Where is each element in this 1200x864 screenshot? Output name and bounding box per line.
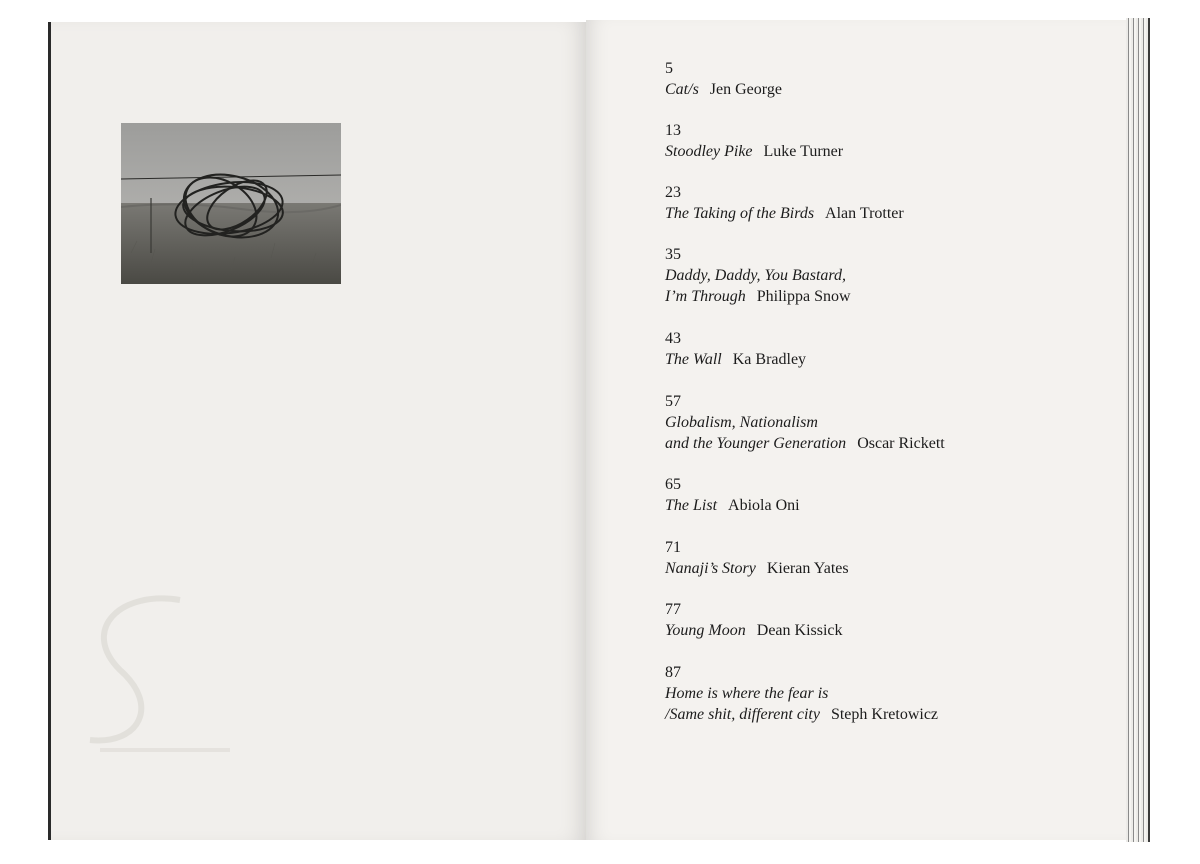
entry-title: Nanaji’s Story — [665, 560, 756, 577]
barbed-wire-photo — [121, 123, 341, 284]
title-line — [665, 349, 1105, 370]
entry-title: The List — [665, 497, 718, 514]
entry-author: Steph Kretowicz — [830, 706, 939, 723]
entry-author: Jen George — [709, 81, 782, 98]
entry-author: Oscar Rickett — [857, 435, 945, 452]
entry-title: I’m Through — [665, 288, 746, 305]
entry-title: Young Moon — [665, 622, 746, 639]
page-number: 43 — [665, 330, 681, 347]
toc-entry[interactable] — [665, 537, 1105, 579]
page-number: 13 — [665, 122, 681, 139]
toc-entry[interactable] — [665, 182, 1105, 224]
toc-entry[interactable] — [665, 391, 1105, 454]
entry-title-line-1: Home is where the fear is — [665, 685, 829, 702]
toc-entry[interactable] — [665, 599, 1105, 641]
page-number: 77 — [665, 601, 681, 618]
page-number: 23 — [665, 184, 681, 201]
entry-author: Luke Turner — [763, 143, 844, 160]
toc-entry[interactable] — [665, 474, 1105, 516]
page-number: 65 — [665, 476, 681, 493]
entry-author: Philippa Snow — [756, 288, 851, 305]
entry-author: Abiola Oni — [728, 497, 800, 514]
toc-entry[interactable] — [665, 662, 1105, 725]
entry-title-line-1: Daddy, Daddy, You Bastard, — [665, 267, 847, 284]
title-line — [665, 79, 1105, 100]
page-edges — [1126, 18, 1150, 842]
page-number: 71 — [665, 539, 681, 556]
title-line — [665, 620, 1105, 641]
entry-author: Alan Trotter — [825, 205, 904, 222]
title-line — [665, 203, 1105, 224]
page-number: 5 — [665, 60, 673, 77]
entry-title: Stoodley Pike — [665, 143, 753, 160]
toc-entry[interactable] — [665, 120, 1105, 162]
page-number: 87 — [665, 664, 681, 681]
title-line — [665, 558, 1105, 579]
toc-entry[interactable] — [665, 244, 1105, 307]
entry-title: Cat/s — [665, 81, 699, 98]
bleed-through-mark — [60, 590, 240, 760]
entry-author: Ka Bradley — [732, 351, 807, 368]
toc-entry[interactable] — [665, 58, 1105, 100]
entry-author: Dean Kissick — [756, 622, 843, 639]
page-number: 35 — [665, 246, 681, 263]
entry-author: Kieran Yates — [766, 560, 849, 577]
page-number: 57 — [665, 393, 681, 410]
entry-title: and the Younger Generation — [665, 435, 847, 452]
entry-title: The Taking of the Birds — [665, 205, 815, 222]
entry-title: /Same shit, different city — [665, 706, 820, 723]
title-line — [665, 286, 1105, 307]
toc-entry[interactable] — [665, 328, 1105, 370]
entry-title-line-1: Globalism, Nationalism — [665, 414, 818, 431]
title-line — [665, 141, 1105, 162]
title-line — [665, 495, 1105, 516]
title-line — [665, 704, 1105, 725]
title-line — [665, 433, 1105, 454]
entry-title: The Wall — [665, 351, 722, 368]
